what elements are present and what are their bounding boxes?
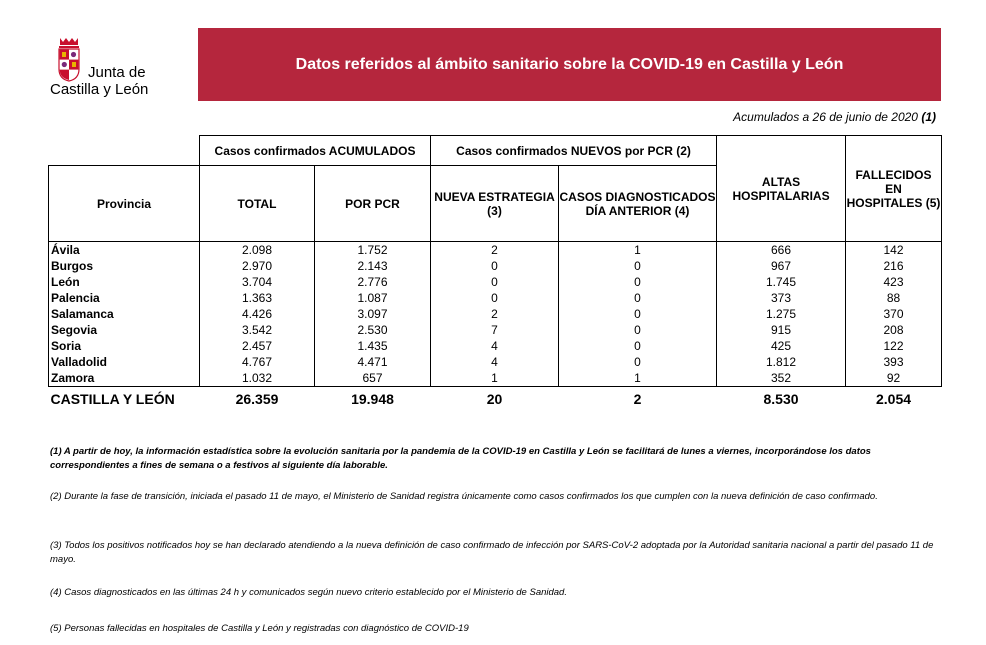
province-name: Valladolid	[49, 354, 200, 370]
table-cell: 1.363	[200, 290, 315, 306]
total-cell: 2.054	[875, 391, 912, 407]
table-cell: 352	[717, 370, 846, 387]
table-cell: 216	[846, 258, 942, 274]
table-cell: 7	[431, 322, 559, 338]
page-title: Datos referidos al ámbito sanitario sobre la COVID-19 en Castilla y León	[295, 55, 844, 73]
table-cell: 3.542	[200, 322, 315, 338]
table-cell: 2.098	[200, 242, 315, 259]
table-cell: 370	[846, 306, 942, 322]
header-altas: ALTAS HOSPITALARIAS	[717, 136, 846, 242]
header-group-nuevos: Casos confirmados NUEVOS por PCR (2)	[431, 136, 717, 166]
table-cell: 142	[846, 242, 942, 259]
table-cell: 0	[431, 274, 559, 290]
table-cell: 1.812	[717, 354, 846, 370]
total-row	[49, 387, 942, 412]
header-total: TOTAL	[200, 166, 315, 242]
table-cell: 0	[559, 290, 717, 306]
table-cell: 4.767	[200, 354, 315, 370]
report-date	[733, 110, 936, 124]
table-cell: 1.752	[315, 242, 431, 259]
header-fallecidos: FALLECIDOS EN HOSPITALES (5)	[846, 136, 942, 242]
table-cell: 1	[559, 242, 717, 259]
table-cell: 2.970	[200, 258, 315, 274]
table-cell: 92	[846, 370, 942, 387]
total-cell: 20	[486, 391, 503, 407]
table-cell: 1	[559, 370, 717, 387]
table-cell: 0	[431, 290, 559, 306]
table-cell: 2	[431, 242, 559, 259]
province-name: Palencia	[49, 290, 200, 306]
table-cell: 2.143	[315, 258, 431, 274]
header-group-acumulados: Casos confirmados ACUMULADOS	[200, 136, 431, 166]
covid-data-table	[48, 135, 942, 411]
total-label: CASTILLA Y LEÓN	[50, 391, 175, 407]
table-cell: 915	[717, 322, 846, 338]
table-cell: 423	[846, 274, 942, 290]
table-cell: 4.471	[315, 354, 431, 370]
table-row	[49, 306, 942, 322]
province-name: Burgos	[49, 258, 200, 274]
logo-text-line2: Castilla y León	[50, 81, 149, 98]
table-cell: 4	[431, 338, 559, 354]
table-cell: 2	[431, 306, 559, 322]
province-name: Zamora	[49, 370, 200, 387]
table-row	[49, 354, 942, 370]
table-row	[49, 370, 942, 387]
table-cell: 373	[717, 290, 846, 306]
table-row	[49, 338, 942, 354]
table-cell: 4.426	[200, 306, 315, 322]
table-cell: 0	[559, 338, 717, 354]
table-row	[49, 290, 942, 306]
table-row	[49, 258, 942, 274]
header-provincia: Provincia	[49, 166, 200, 242]
table-row	[49, 274, 942, 290]
table-cell: 0	[559, 274, 717, 290]
table-cell: 3.704	[200, 274, 315, 290]
table-cell: 2.457	[200, 338, 315, 354]
province-name: Segovia	[49, 322, 200, 338]
coat-of-arms-icon	[56, 36, 82, 82]
footnote-5: (5) Personas fallecidas en hospitales de Castilla y León y registradas con diagnóstico de COVID-19	[50, 623, 469, 634]
footnote-1: (1) A partir de hoy, la información estadística sobre la evolución sanitaria por la pandemia de la COVID-19 en Castilla y León se facilitará de lunes a viernes, incorporándose los datos correspondientes a fines de semana o a festivos al siguiente día laborable.	[50, 446, 871, 471]
table-cell: 208	[846, 322, 942, 338]
table-cell: 1.745	[717, 274, 846, 290]
table-cell: 122	[846, 338, 942, 354]
table-row	[49, 242, 942, 259]
header-nueva-estrategia: NUEVA ESTRATEGIA (3)	[431, 166, 559, 242]
table-cell: 0	[431, 258, 559, 274]
table-cell: 2.530	[315, 322, 431, 338]
report-date-ref: (1)	[921, 110, 936, 124]
table-cell: 1.275	[717, 306, 846, 322]
title-banner	[198, 28, 941, 101]
table-cell: 967	[717, 258, 846, 274]
table-cell: 0	[559, 354, 717, 370]
total-cell: 19.948	[351, 391, 394, 407]
table-cell: 3.097	[315, 306, 431, 322]
table-cell: 666	[717, 242, 846, 259]
total-cell: 26.359	[235, 391, 279, 407]
table-cell: 1	[431, 370, 559, 387]
table-cell: 425	[717, 338, 846, 354]
total-cell: 8.530	[763, 391, 799, 407]
province-name: Soria	[49, 338, 200, 354]
header-diagnosticados: CASOS DIAGNOSTICADOS DÍA ANTERIOR (4)	[559, 166, 717, 242]
table-row	[49, 322, 942, 338]
table-cell: 657	[315, 370, 431, 387]
logo-text-line1: Junta de	[88, 64, 146, 81]
header-por-pcr: POR PCR	[315, 166, 431, 242]
table-cell: 1.087	[315, 290, 431, 306]
table-cell: 1.032	[200, 370, 315, 387]
table-cell: 0	[559, 322, 717, 338]
province-name: León	[49, 274, 200, 290]
province-name: Salamanca	[49, 306, 200, 322]
table-cell: 4	[431, 354, 559, 370]
total-cell: 2	[633, 391, 642, 407]
junta-logo	[48, 36, 188, 100]
footnote-4: (4) Casos diagnosticados en las últimas 24 h y comunicados según nuevo criterio establecido por el Ministerio de Sanidad.	[50, 587, 567, 598]
table-cell: 0	[559, 258, 717, 274]
table-cell: 1.435	[315, 338, 431, 354]
table-cell: 2.776	[315, 274, 431, 290]
table-cell: 88	[846, 290, 942, 306]
table-cell: 393	[846, 354, 942, 370]
table-cell: 0	[559, 306, 717, 322]
province-name: Ávila	[49, 242, 200, 259]
footnote-3: (3) Todos los positivos notificados hoy se han declarado atendiendo a la nueva definición de caso confirmado de infección por SARS-CoV-2 adoptada por la Autoridad sanitaria nacional a partir del pasado 11 de mayo.	[50, 540, 934, 565]
footnote-2: (2) Durante la fase de transición, iniciada el pasado 11 de mayo, el Ministerio de Sanidad registra únicamente como casos confirmados los que cumplen con la nueva definición de caso confirmado.	[50, 491, 878, 502]
report-date-text: Acumulados a 26 de junio de 2020	[733, 110, 918, 124]
